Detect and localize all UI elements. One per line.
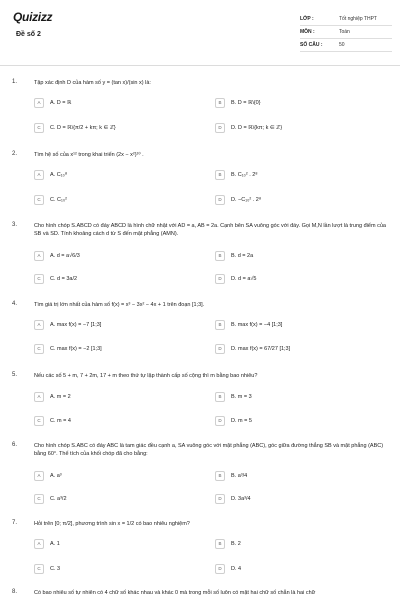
option-text: B. max f(x) = −4 [1;3] [231, 321, 283, 328]
question-stem: Tập xác định D của hàm số y = (tan x)/(sin x) là: [34, 80, 151, 86]
meta-label: LỚP : [300, 16, 314, 22]
option-b[interactable] [215, 537, 377, 550]
option-letter: C [34, 494, 44, 504]
question-stem: Nếu các số 5 + m, 7 + 2m, 17 + m theo thứ tự lập thành cấp số cộng thì m bằng bao nhiêu? [34, 373, 258, 379]
option-a[interactable] [34, 537, 196, 550]
meta-label: SỐ CÂU : [300, 42, 323, 48]
option-text: D. 3a³/4 [231, 495, 251, 502]
option-letter: A [34, 170, 44, 180]
option-letter: B [215, 320, 225, 330]
option-a[interactable] [34, 96, 196, 109]
option-d[interactable] [215, 342, 377, 355]
meta-value: 50 [339, 42, 345, 48]
option-text: D. max f(x) = 67/27 [1;3] [231, 345, 291, 352]
meta-value: Tốt nghiệp THPT [339, 16, 377, 22]
option-b[interactable] [215, 469, 377, 482]
option-text: B. D = ℝ\{0} [231, 99, 261, 106]
option-c[interactable] [34, 562, 196, 575]
option-text: A. a³ [50, 472, 62, 479]
quizizz-logo: Quizizz [13, 10, 53, 24]
option-letter: B [215, 392, 225, 402]
option-letter: D [215, 123, 225, 133]
option-text: A. 1 [50, 540, 60, 547]
question-number: 4. [12, 301, 18, 307]
question-number: 2. [12, 151, 18, 157]
option-text: C. 3 [50, 565, 61, 572]
option-d[interactable] [215, 414, 377, 427]
option-text: B. d = 2a [231, 252, 254, 259]
option-a[interactable] [34, 469, 196, 482]
option-d[interactable] [215, 562, 377, 575]
option-a[interactable] [34, 390, 196, 403]
option-c[interactable] [34, 414, 196, 427]
option-text: D. d = a√5 [231, 275, 257, 282]
option-text: C. d = 3a/2 [50, 275, 78, 282]
option-letter: C [34, 416, 44, 426]
option-text: A. m = 2 [50, 393, 71, 400]
option-text: C. C₁₀² [50, 196, 67, 203]
option-c[interactable] [34, 492, 196, 505]
option-letter: B [215, 539, 225, 549]
option-text: D. m = 5 [231, 417, 252, 424]
option-text: D. −C₁₀² . 2⁸ [231, 196, 262, 203]
option-letter: A [34, 251, 44, 261]
option-b[interactable] [215, 390, 377, 403]
option-text: A. max f(x) = −7 [1;3] [50, 321, 102, 328]
option-c[interactable] [34, 342, 196, 355]
option-d[interactable] [215, 193, 377, 206]
question-number: 7. [12, 520, 18, 526]
question-number: 5. [12, 372, 18, 378]
option-letter: D [215, 494, 225, 504]
option-letter: A [34, 392, 44, 402]
option-a[interactable] [34, 168, 196, 181]
question-number: 1. [12, 79, 18, 85]
option-text: A. C₁₀⁸ [50, 171, 68, 178]
worksheet-title: Đề số 2 [16, 31, 41, 38]
question-stem: Hỏi trên [0; π/2], phương trình sin x = 1/2 có bao nhiêu nghiệm? [34, 521, 190, 527]
option-b[interactable] [215, 96, 377, 109]
option-letter: D [215, 195, 225, 205]
option-letter: D [215, 564, 225, 574]
option-letter: C [34, 344, 44, 354]
option-c[interactable] [34, 121, 196, 134]
question-stem: Cho hình chóp S.ABC có đáy ABC là tam giác đều cạnh a, SA vuông góc với mặt phẳng (ABC), góc giữa đường thẳng SB và mặt phẳng (ABC) bằng 60°. Thể tích của khối chóp đã cho bằng: [34, 443, 384, 457]
option-d[interactable] [215, 492, 377, 505]
option-text: B. m = 3 [231, 393, 252, 400]
question-number: 8. [12, 589, 18, 595]
question-stem: Tìm giá trị lớn nhất của hàm số f(x) = x³ − 3x² − 4x + 1 trên đoạn [1;3]. [34, 302, 205, 308]
worksheet-meta [300, 13, 392, 52]
meta-row-subject [300, 26, 392, 39]
option-text: C. m = 4 [50, 417, 71, 424]
option-d[interactable] [215, 272, 377, 285]
option-text: B. C₁₀² . 2⁸ [231, 171, 258, 178]
option-letter: B [215, 98, 225, 108]
meta-row-class [300, 13, 392, 26]
option-letter: A [34, 539, 44, 549]
question-number: 3. [12, 222, 18, 228]
option-d[interactable] [215, 121, 377, 134]
option-letter: B [215, 251, 225, 261]
question-stem: Có bao nhiêu số tự nhiên có 4 chữ số khác nhau và khác 0 mà trong mỗi số luôn có mặt hai chữ số chẵn là hai chữ [34, 590, 316, 596]
option-text: B. a³/4 [231, 472, 248, 479]
option-letter: B [215, 471, 225, 481]
option-text: C. a³/2 [50, 495, 67, 502]
option-text: C. max f(x) = −2 [1;3] [50, 345, 102, 352]
option-text: D. 4 [231, 565, 242, 572]
option-b[interactable] [215, 168, 377, 181]
question-number: 6. [12, 442, 18, 448]
option-letter: D [215, 274, 225, 284]
meta-value: Toán [339, 29, 350, 35]
option-letter: A [34, 98, 44, 108]
option-letter: D [215, 344, 225, 354]
option-letter: C [34, 274, 44, 284]
option-text: A. d = a√6/3 [50, 252, 80, 259]
option-b[interactable] [215, 318, 377, 331]
option-letter: C [34, 123, 44, 133]
option-letter: A [34, 471, 44, 481]
option-letter: C [34, 195, 44, 205]
option-a[interactable] [34, 249, 196, 262]
option-letter: B [215, 170, 225, 180]
option-letter: D [215, 416, 225, 426]
option-text: C. D = ℝ\{π/2 + kπ; k ∈ ℤ} [50, 124, 116, 131]
option-c[interactable] [34, 193, 196, 206]
question-stem: Tìm hệ số của x¹² trong khai triển (2x − x²)¹⁰ . [34, 152, 144, 158]
worksheet-header [0, 0, 400, 66]
meta-label: MÔN : [300, 29, 315, 35]
question-stem: Cho hình chóp S.ABCD có đáy ABCD là hình chữ nhật với AD = a, AB = 2a. Cạnh bên SA vuông góc với đáy. Gọi M,N lần lượt là trung điểm của SB và SD. Tính khoảng cách d từ S đến mặt phẳng (AMN). [34, 223, 386, 237]
option-letter: A [34, 320, 44, 330]
option-b[interactable] [215, 249, 377, 262]
meta-row-count [300, 39, 392, 52]
option-c[interactable] [34, 272, 196, 285]
option-text: B. 2 [231, 540, 241, 547]
option-text: A. D = ℝ [50, 99, 72, 106]
option-text: D. D = ℝ\{kπ; k ∈ ℤ} [231, 124, 283, 131]
option-letter: C [34, 564, 44, 574]
option-a[interactable] [34, 318, 196, 331]
